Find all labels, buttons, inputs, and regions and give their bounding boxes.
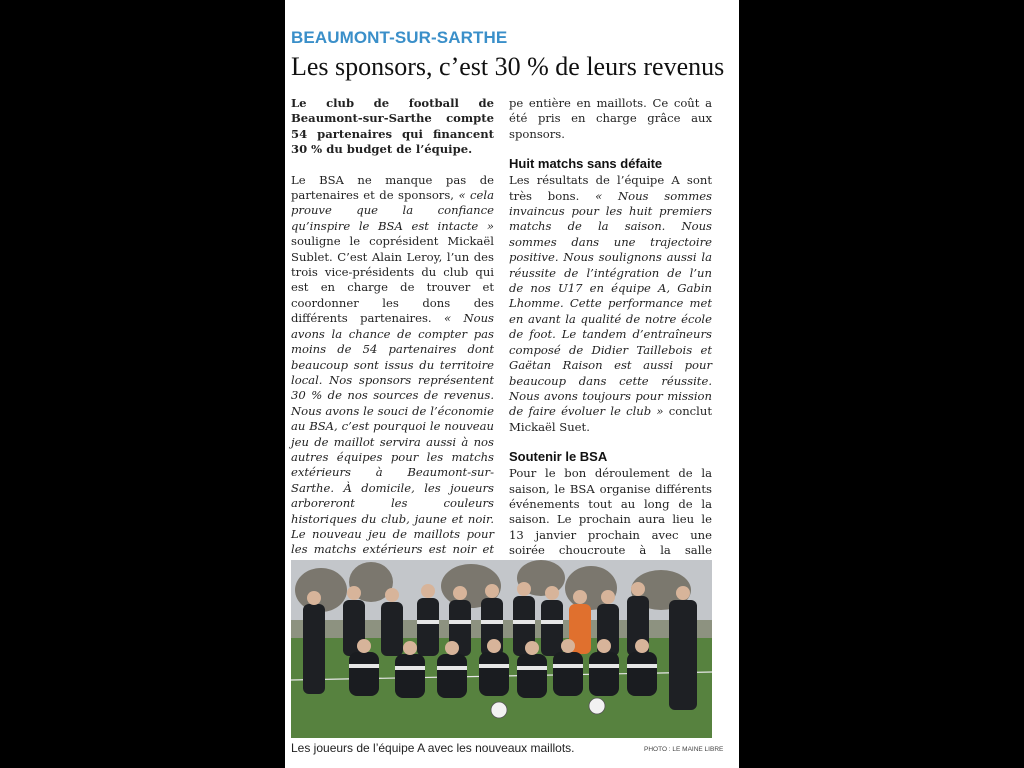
article-paragraph: Pour le bon déroulement de la saison, le BSA organise différents événements tout au long de la saison. Le prochain aura lieu le 13 janvier prochain avec une soirée choucroute à la salle: [509, 466, 712, 558]
article-headline: Les sponsors, c’est 30 % de leurs revenus: [291, 52, 725, 81]
quote: « Nous avons la chance de compter pas moins de 54 partenaires dont beaucoup sont issus du territoire local. Nos sponsors représentent 30 % de nos sources de revenus. Nous avons le souci de l’économie au BSA, c’est pourquoi le nouveau jeu de maillot servira aussi à nos autres équipes pour les matchs extérieurs à Beaumont-sur-Sarthe. À domicile, les joueurs arboreront les couleurs historiques du club, jaune et noir. Le nouveau jeu de maillots pour les matchs extérieurs est noir et: [291, 311, 494, 557]
section-kicker: BEAUMONT-SUR-SARTHE: [291, 28, 508, 47]
article-paragraph: [291, 173, 494, 574]
subheading: Huit matchs sans défaite: [509, 156, 663, 172]
quote: « Nous sommes invaincus pour les huit premiers matchs de la saison. Nous sommes dans une trajectoire positive. Nous soulignons aussi la réussite de l’intégration de l’un de nos U17 en équipe A, Gabin Lhomme. Cette performance met en avant la qualité de notre école de foot. Le tandem d’entraîneurs composé de Didier Taillebois et Gaëtan Raison est aussi pour beaucoup dans cette réussite. Nous avons toujours pour mission de faire évoluer le club »: [509, 188, 712, 419]
article-paragraph: [509, 173, 712, 435]
photo-credit: PHOTO : LE MAINE LIBRE: [644, 746, 724, 753]
article-paragraph: pe entière en maillots. Ce coût a été pris en charge grâce aux sponsors.: [509, 96, 712, 141]
team-photo: [291, 560, 712, 738]
quote: « cela prouve que la confiance qu’inspire le BSA est intacte »: [291, 188, 494, 233]
article-lead: Le club de football de Beaumont-sur-Sarthe compte 54 partenaires qui financent 30 % du budget de l’équipe.: [291, 96, 494, 157]
article-column-2: [509, 96, 712, 620]
newspaper-page: [285, 0, 739, 768]
text-run: conclut Mickaël Suet.: [509, 404, 713, 434]
photo-caption: Les joueurs de l’équipe A avec les nouveaux maillots.: [291, 741, 575, 755]
subheading: Soutenir le BSA: [509, 449, 608, 465]
team-photo-illustration: [291, 560, 712, 738]
text-run: Le BSA ne manque pas de partenaires et de sponsors,: [291, 172, 494, 203]
article-column-1: [291, 96, 494, 619]
text-run: souligne le coprésident Mickaël Sublet. C’est Alain Leroy, l’un des trois vice-présidents du club qui est en charge de trouver et coordonner les dons des différents partenaires.: [291, 234, 494, 326]
text-run: Les résultats de l’équipe A sont très bons.: [509, 173, 712, 203]
